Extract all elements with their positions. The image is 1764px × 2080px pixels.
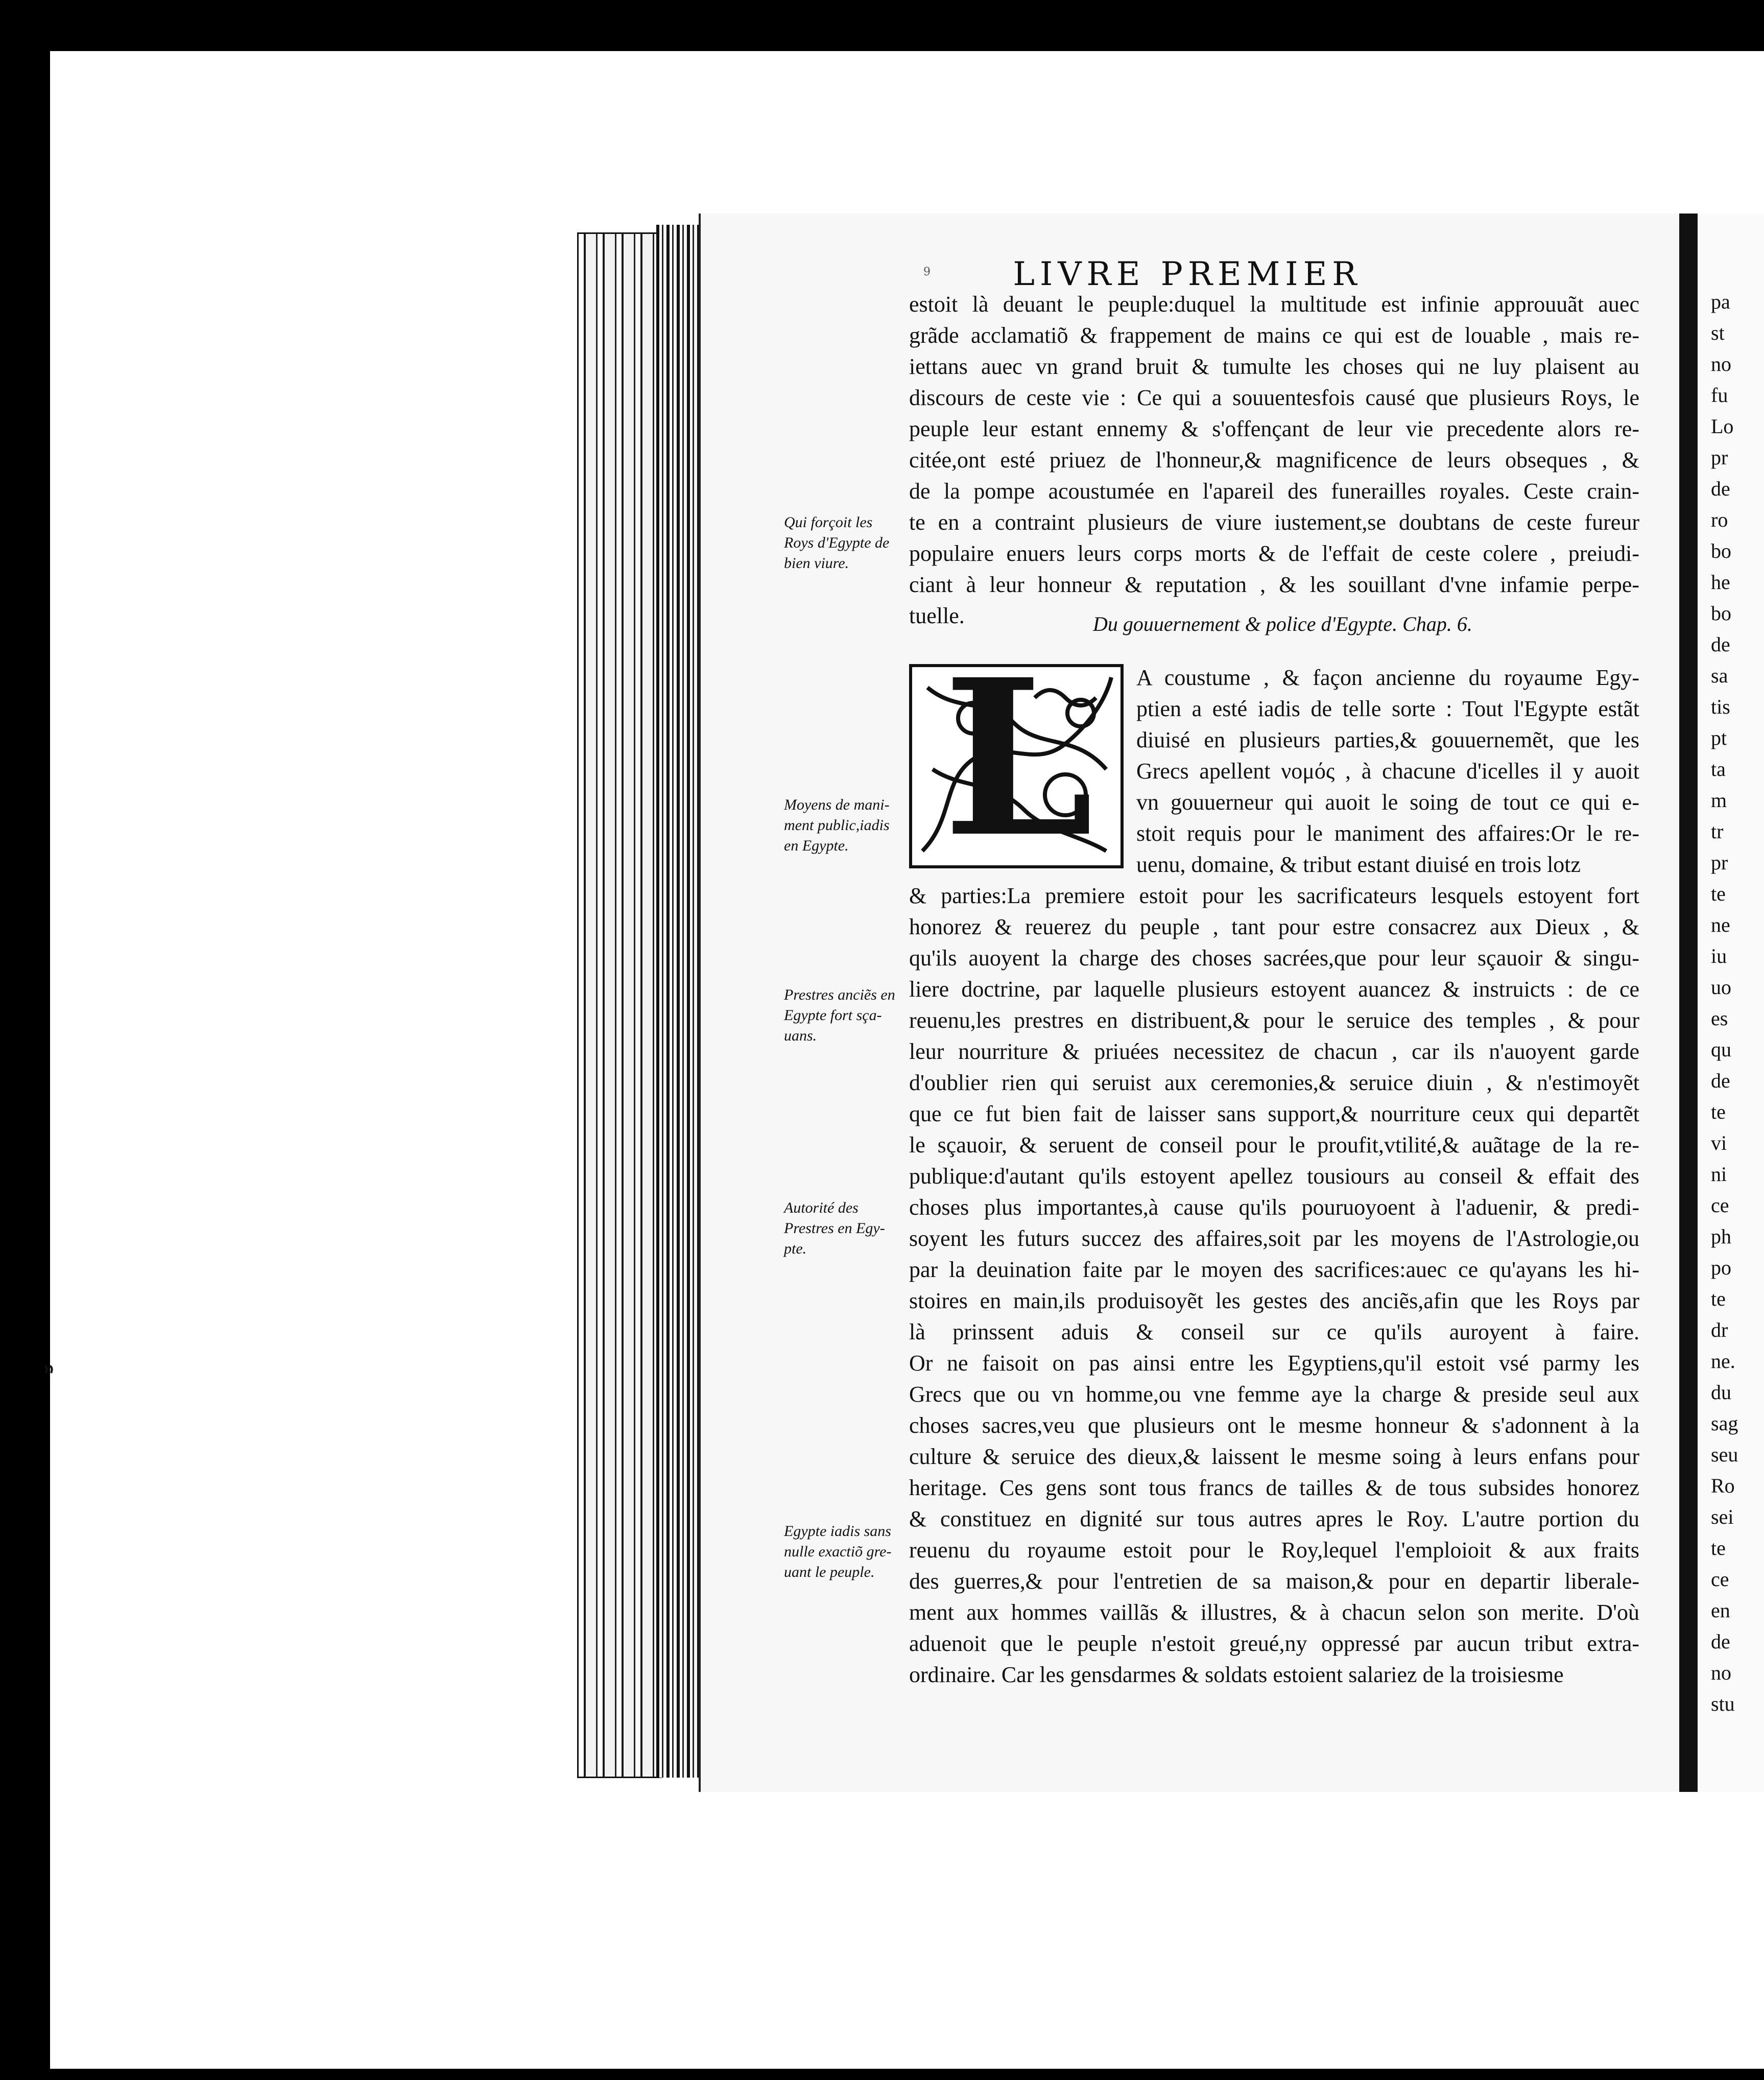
margin-note-line: Egypte iadis sans [784, 1523, 891, 1540]
facing-page-line: pt [1711, 726, 1727, 749]
facing-page-line: ph [1711, 1225, 1731, 1248]
facing-page-line: fu [1711, 384, 1728, 407]
facing-page-line: sag [1711, 1412, 1738, 1435]
facing-page-line: ta [1711, 758, 1726, 781]
margin-note [784, 1198, 894, 1259]
margin-note [784, 985, 894, 1046]
facing-page-line: es [1711, 1007, 1728, 1030]
facing-page-line: m [1711, 789, 1727, 812]
text-line: ptien a esté iadis de telle sorte : Tout l'Egypte estãt [1136, 696, 1639, 721]
decorated-initial [909, 633, 1124, 885]
facing-page-line: de [1711, 1069, 1730, 1092]
facing-page-line: ne. [1711, 1350, 1735, 1373]
text-line: leur nourriture & priuées necessitez de chacun , car ils n'auoyent garde [909, 1039, 1639, 1064]
facing-page-line: uo [1711, 976, 1731, 999]
text-line: & parties:La premiere estoit pour les sacrificateurs lesquels estoyent fort [909, 883, 1639, 908]
facing-page-line: tr [1711, 820, 1724, 843]
facing-page-line: ce [1711, 1568, 1729, 1591]
facing-page-line: ce [1711, 1194, 1729, 1217]
facing-page-line: po [1711, 1256, 1731, 1279]
margin-note-line: Autorité des [784, 1199, 859, 1216]
text-line: grãde acclamatiõ & frappement de mains ce qui est de louable , mais re- [909, 323, 1639, 348]
text-line: Grecs apellent νομός , à chacune d'icelles il y auoit [1136, 759, 1639, 784]
text-line: populaire enuers leurs corps morts & de l'effait de ceste colere , preiudi- [909, 541, 1639, 566]
text-line: peuple leur estant ennemy & s'offençant de leur vie precedente alors re- [909, 416, 1639, 441]
facing-page-line: du [1711, 1381, 1731, 1404]
facing-page-line: tis [1711, 695, 1730, 718]
facing-page-line: de [1711, 1630, 1730, 1653]
book-page-edges [577, 232, 662, 1778]
text-line: Or ne faisoit on pas ainsi entre les Egyptiens,qu'il estoit vsé parmy les [909, 1351, 1639, 1376]
margin-note-line: Moyens de mani- [784, 796, 890, 813]
facing-page-line: sa [1711, 664, 1728, 687]
text-line: qu'ils auoyent la charge des choses sacrées,que pour leur sçauoir & singu- [909, 946, 1639, 971]
margin-note-line: pte. [784, 1240, 807, 1257]
facing-page-line: Ro [1711, 1474, 1735, 1497]
text-line: d'oublier rien qui seruist aux ceremonies,& seruice diuin , & n'estimoyẽt [909, 1070, 1639, 1095]
text-line: discours de ceste vie : Ce qui a souuentesfois causé que plusieurs Roys, le [909, 385, 1639, 410]
margin-note-line: uant le peuple. [784, 1564, 875, 1580]
text-line: soyent les futurs succez des affaires,soit par les moyens de l'Astrologie,ou [909, 1226, 1639, 1251]
text-line: tuelle. [909, 603, 965, 628]
text-line: reuenu,les prestres en distribuent,& pour le seruice des temples , & pour [909, 1008, 1639, 1033]
text-line: estoit là deuant le peuple:duquel la multitude est infinie approuuãt auec [909, 292, 1639, 317]
text-line: heritage. Ces gens sont tous francs de tailles & de tous subsides honorez [909, 1475, 1639, 1500]
text-line: là prinssent aduis & conseil sur ce qu'ils auroyent à faire. [909, 1319, 1639, 1344]
facing-page-line: bo [1711, 539, 1731, 562]
text-line: ment aux hommes vaillãs & illustres, & à chacun selon son merite. D'où [909, 1600, 1639, 1625]
facing-page-line: he [1711, 571, 1730, 594]
scan-border-top [0, 0, 1764, 51]
text-line: reuenu du royaume estoit pour le Roy,lequel l'emploioit & aux fraits [909, 1538, 1639, 1563]
margin-note-line: Prestres anciẽs en [784, 986, 895, 1003]
text-line: uenu, domaine, & tribut estant diuisé en trois lotz [1136, 852, 1581, 877]
facing-page-line: qu [1711, 1038, 1731, 1061]
body-text-main [909, 880, 1639, 1690]
margin-note-line: Prestres en Egy- [784, 1220, 885, 1237]
margin-note-line: uans. [784, 1027, 817, 1044]
facing-page-line: vi [1711, 1131, 1727, 1154]
facing-page-line: Lo [1711, 415, 1734, 438]
facing-page-line: dr [1711, 1318, 1728, 1341]
facing-page-line: pa [1711, 290, 1730, 313]
facing-page-line: stu [1711, 1692, 1735, 1715]
facing-page-line: te [1711, 1287, 1726, 1310]
facing-page-line: iu [1711, 944, 1727, 967]
text-line: de la pompe acoustumée en l'apareil des funerailles royales. Ceste crain- [909, 479, 1639, 504]
scan-border-bottom [0, 2069, 1764, 2080]
text-line: le sçauoir, & seruent de conseil pour le proufit,vtilité,& auãtage de la re- [909, 1132, 1639, 1157]
text-line: aduenoit que le peuple n'estoit greué,ny oppressé par aucun tribut extra- [909, 1631, 1639, 1656]
text-line: liere doctrine, par laquelle plusieurs estoyent auancez & instruicts : de ce [909, 977, 1639, 1002]
running-head: LIVRE PREMIER [1013, 255, 1362, 293]
text-line: publique:d'autant qu'ils estoyent apellez tousiours au conseil & effait des [909, 1164, 1639, 1189]
text-line: citée,ont esté priuez de l'honneur,& magnificence de leurs obseques , & [909, 447, 1639, 472]
facing-page-line: de [1711, 633, 1730, 656]
text-line: diuisé en plusieurs parties,& gouuernemẽt, que les [1136, 727, 1639, 752]
text-line: des guerres,& pour l'entretien de sa maison,& pour en departir liberale- [909, 1569, 1639, 1594]
text-line: iettans auec vn grand bruit & tumulte les choses qui ne luy plaisent au [909, 354, 1639, 379]
text-line: stoit requis pour le maniment des affaires:Or le re- [1136, 821, 1639, 846]
chapter-title: Du gouuernement & police d'Egypte. Chap. 6. [1093, 612, 1472, 635]
text-line: choses plus importantes,à cause qu'ils pouruoyoent à l'aduenir, & predi- [909, 1195, 1639, 1220]
facing-page-line: ro [1711, 508, 1728, 531]
margin-note-line: Egypte fort sça- [784, 1007, 882, 1024]
facing-page-line: te [1711, 1100, 1726, 1123]
text-line: A coustume , & façon ancienne du royaume Egy- [1136, 665, 1639, 690]
text-line: stoires en main,ils produisoyẽt les gestes des anciẽs,afin que les Roys par [909, 1288, 1639, 1313]
body-text-top [909, 289, 1639, 631]
margin-note-line: en Egypte. [784, 837, 849, 854]
text-line: honorez & reuerez du peuple , tant pour estre consacrez aux Dieux , & [909, 914, 1639, 939]
margin-note-line: Roys d'Egypte de [784, 534, 890, 551]
margin-note-line: Qui forçoit les [784, 514, 873, 531]
text-line: ciant à leur honneur & reputation , & les souillant d'vne infamie perpe- [909, 572, 1639, 597]
facing-page-text [1711, 286, 1764, 1719]
text-line: ordinaire. Car les gensdarmes & soldats estoient salariez de la troisiesme [909, 1662, 1564, 1687]
facing-page-line: de [1711, 477, 1730, 500]
margin-note-line: nulle exactiõ gre- [784, 1543, 892, 1560]
facing-page-line: no [1711, 352, 1731, 375]
text-line: te en a contraint plusieurs de viure iustement,se doubtans de ceste fureur [909, 510, 1639, 535]
text-line: par la deuination faite par le moyen des sacrifices:auec ce qu'ayans les hi- [909, 1257, 1639, 1282]
margin-note-line: bien viure. [784, 555, 849, 572]
facing-page-line: pr [1711, 446, 1728, 469]
margin-note [784, 512, 894, 574]
page-mark: 9 [923, 266, 931, 278]
facing-page-line: seu [1711, 1443, 1738, 1466]
book-gutter [1679, 214, 1698, 1792]
margin-note [784, 1521, 894, 1582]
text-line: culture & seruice des dieux,& laissent le mesme soing à leurs enfans pour [909, 1444, 1639, 1469]
body-text-initial [1136, 662, 1639, 880]
text-line: vn gouuerneur qui auoit le soing de tout ce qui e- [1136, 790, 1639, 815]
text-line: & constituez en dignité sur tous autres apres le Roy. L'autre portion du [909, 1506, 1639, 1531]
facing-page-line: st [1711, 321, 1725, 344]
facing-page-line: te [1711, 1537, 1726, 1559]
facing-page-line: bo [1711, 602, 1731, 625]
text-line: choses sacres,veu que plusieurs ont le mesme honneur & s'adonnent à la [909, 1413, 1639, 1438]
scan-mark-icon [43, 1364, 58, 1375]
facing-page-line: ni [1711, 1163, 1727, 1186]
text-line: Grecs que ou vn homme,ou vne femme aye la charge & preside seul aux [909, 1382, 1639, 1407]
facing-page-line: no [1711, 1661, 1731, 1684]
facing-page-line: ne [1711, 913, 1730, 936]
margin-note-line: ment public,iadis [784, 817, 890, 834]
initial-letter: L [943, 633, 1094, 885]
text-line: que ce fut bien fait de laisser sans support,& nourriture ceux qui departẽt [909, 1101, 1639, 1126]
book-spine-edges [656, 225, 702, 1778]
scan-border-left [0, 51, 50, 2069]
facing-page-line: en [1711, 1599, 1730, 1622]
margin-note [784, 795, 894, 856]
facing-page-line: sei [1711, 1505, 1734, 1528]
facing-page-line: pr [1711, 851, 1728, 874]
facing-page-line: te [1711, 882, 1726, 905]
